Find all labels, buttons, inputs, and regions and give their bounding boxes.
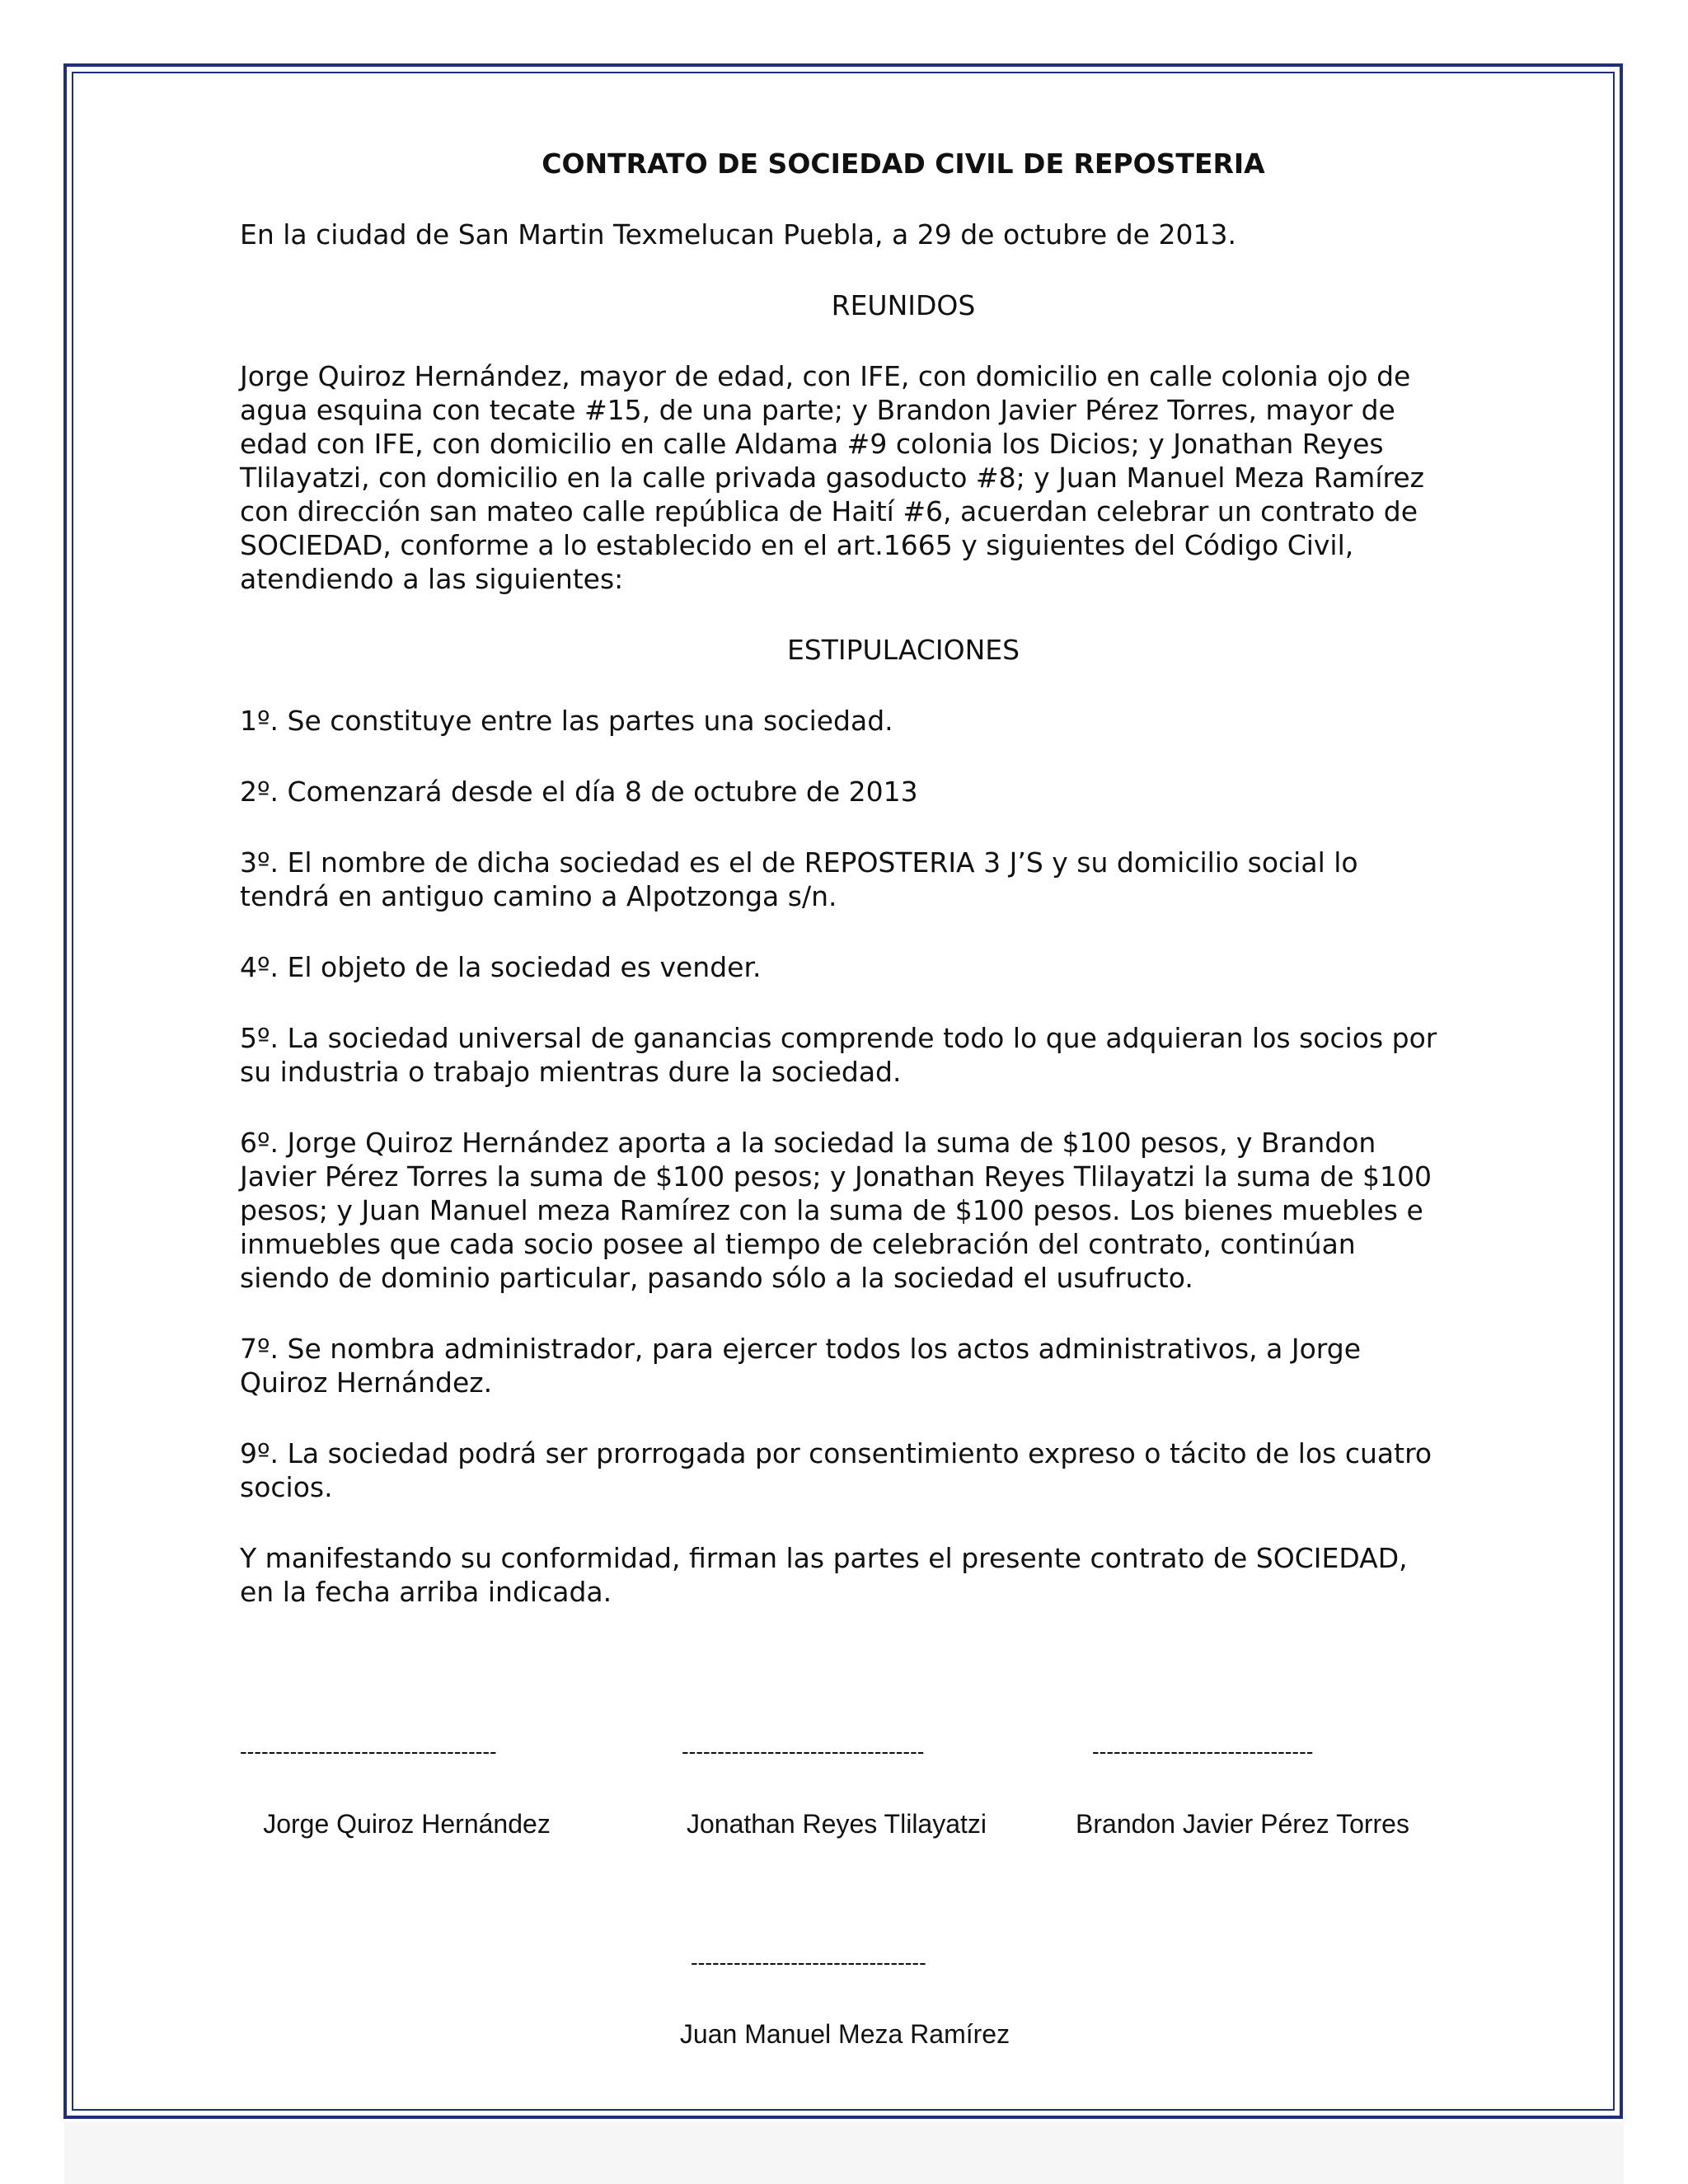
signature-line-2: ---------------------------------- (682, 1739, 925, 1764)
document-title: CONTRATO DE SOCIEDAD CIVIL DE REPOSTERIA (542, 148, 1265, 180)
clause-3: 3º. El nombre de dicha sociedad es el de REPOSTERIA 3 J’S y su domicilio social lo tendrá en antiguo camino a Alpotzonga s/n. (240, 846, 1358, 912)
clause-4: 4º. El objeto de la sociedad es vender. (240, 951, 762, 983)
clause-1: 1º. Se constituye entre las partes una sociedad. (240, 705, 893, 737)
closing-paragraph: Y manifestando su conformidad, firman las partes el presente contrato de SOCIEDAD, en la fecha arriba indicada. (240, 1542, 1408, 1608)
clause-5: 5º. La sociedad universal de ganancias comprende todo lo que adquieran los socios por su industria o trabajo mientras dure la sociedad. (240, 1022, 1437, 1088)
bottom-shade (64, 2122, 1624, 2184)
intro-paragraph: En la ciudad de San Martin Texmelucan Puebla, a 29 de octubre de 2013. (240, 218, 1236, 251)
parties-paragraph: Jorge Quiroz Hernández, mayor de edad, con IFE, con domicilio en calle colonia ojo de agua esquina con tecate #15, de una parte; y Brandon Javier Pérez Torres, mayor de edad con IFE, con domicilio en calle Aldama #9 colonia los Dicios; y Jonathan Reyes Tlilayatzi, con domicilio en la calle privada gasoducto #8; y Juan Manuel Meza Ramírez con dirección san mateo calle república de Haití #6, acuerdan celebrar un contrato de SOCIEDAD, conforme a lo establecido en el art.1665 y siguientes del Código Civil, atendiendo a las siguientes: (240, 360, 1424, 595)
document-body (240, 147, 1443, 1646)
clause-2: 2º. Comenzará desde el día 8 de octubre de 2013 (240, 776, 918, 808)
signature-line-4: --------------------------------- (691, 1950, 926, 1975)
clause-6: 6º. Jorge Quiroz Hernández aporta a la sociedad la suma de $100 pesos, y Brandon Javier Pérez Torres la suma de $100 pesos; y Jonathan Reyes Tlilayatzi la suma de $100 pesos; y Juan Manuel meza Ramírez con la suma de $100 pesos. Los bienes muebles e inmuebles que cada socio posee al tiempo de celebración del contrato, continúan siendo de dominio particular, pasando sólo a la sociedad el usufructo. (240, 1127, 1432, 1294)
signature-line-3: ------------------------------- (1092, 1739, 1314, 1764)
signature-name-4: Juan Manuel Meza Ramírez (679, 2019, 1010, 2049)
signature-line-1: ------------------------------------ (240, 1739, 497, 1764)
signature-name-2: Jonathan Reyes Tlilayatzi (686, 1809, 987, 1839)
clause-7: 7º. Se nombra administrador, para ejercer todos los actos administrativos, a Jorge Quiroz Hernández. (240, 1333, 1362, 1399)
heading-estipulaciones: ESTIPULACIONES (786, 634, 1020, 666)
signature-name-1: Jorge Quiroz Hernández (263, 1809, 551, 1839)
signature-name-3: Brandon Javier Pérez Torres (1076, 1809, 1409, 1839)
clause-9: 9º. La sociedad podrá ser prorrogada por consentimiento expreso o tácito de los cuatro socios. (240, 1437, 1432, 1503)
heading-reunidos: REUNIDOS (831, 289, 976, 321)
